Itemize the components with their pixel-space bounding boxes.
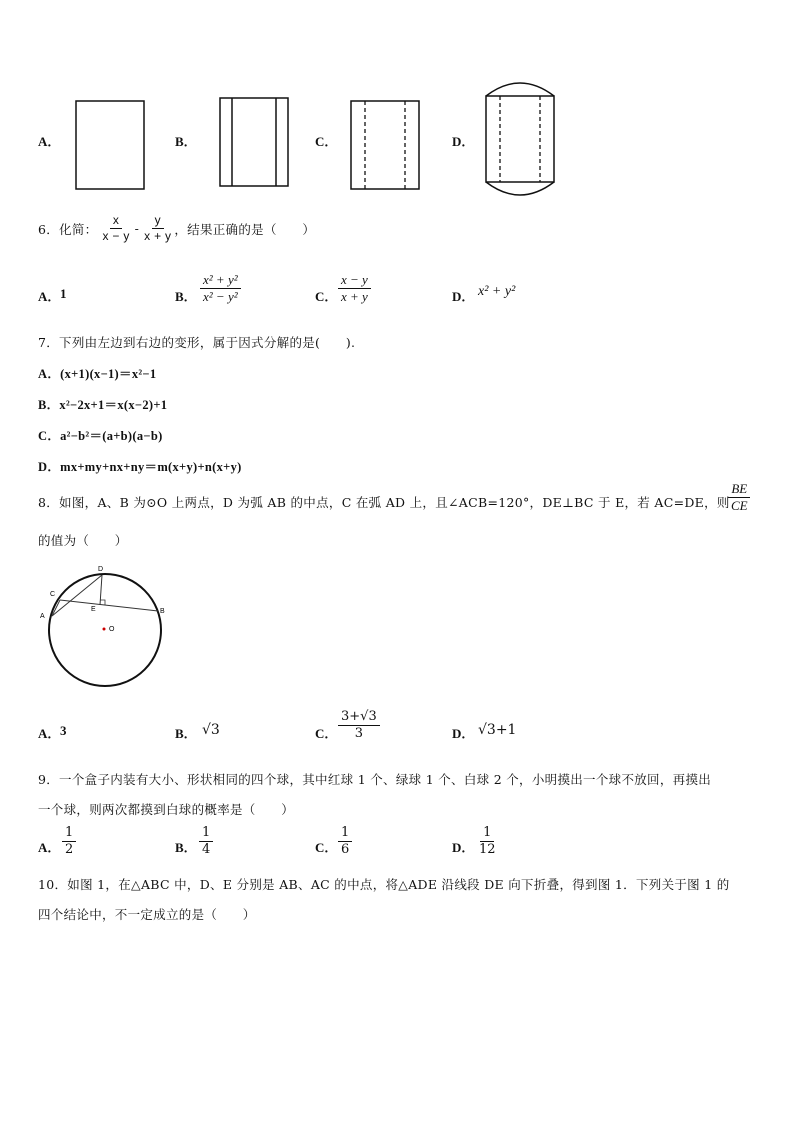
q8-option-b-label: B． — [175, 726, 197, 741]
q6-c-numerator: x − y — [338, 273, 371, 289]
q5-figure-a — [74, 99, 146, 191]
q5-option-b-label: B． — [175, 134, 197, 149]
q8-option-d-label: D． — [452, 726, 475, 741]
q6-c-denominator: x + y — [341, 289, 368, 305]
q8-stem: 8．如图，A、B 为⊙O 上两点，D 为弧 AB 的中点，C 在弧 AD 上，且∠ACB=120°，DE⊥BC 于 E，若 AC=DE，则 — [38, 495, 730, 510]
q9-stem-line-1: 9．一个盒子内装有大小、形状相同的四个球，其中红球 1 个、绿球 1 个、白球 2 个，小明摸出一个球不放回，再摸出 — [38, 772, 712, 787]
q6-f1-denominator: x − y — [102, 229, 130, 244]
q8-option-a-label: A． — [38, 726, 61, 741]
q5-figure-b — [218, 96, 290, 188]
q6-minus: - — [134, 221, 140, 237]
q6-fraction-1 — [99, 214, 132, 243]
q8-option-c-label: C． — [315, 726, 338, 741]
q5-figure-c — [349, 99, 421, 191]
q7-option-b: B．x²−2x+1＝x(x−2)+1 — [38, 398, 168, 412]
q6-suffix: ，结果正确的是（ ） — [174, 221, 316, 237]
label-e: E — [91, 606, 96, 613]
q8-circle-figure — [34, 560, 174, 690]
q6-option-c-fraction — [338, 273, 371, 305]
label-c: C — [50, 591, 56, 598]
q6-prefix: 6．化简： — [38, 221, 98, 237]
q9-option-c-fraction — [338, 826, 352, 858]
q9-option-d-fraction — [476, 826, 499, 858]
q5-option-c-label: C． — [315, 134, 338, 149]
label-d: D — [98, 566, 104, 573]
q10-stem-line-2: 四个结论中，不一定成立的是（ ） — [38, 907, 256, 922]
q9-option-a-fraction — [62, 826, 76, 858]
q9-b-numerator: 1 — [199, 826, 213, 842]
label-o: O — [109, 626, 115, 633]
q7-stem: 7．下列由左边到右边的变形，属于因式分解的是( ). — [38, 335, 356, 350]
q5-figure-d — [482, 78, 558, 200]
q6-option-b-label: B． — [175, 289, 197, 304]
q6-b-denominator: x² − y² — [203, 289, 238, 305]
q5-option-a-label: A． — [38, 134, 61, 149]
q8-ratio-fraction — [728, 482, 751, 514]
q8-ratio-numerator: BE — [728, 482, 750, 498]
q6-option-c-label: C． — [315, 289, 338, 304]
q6-option-d-label: D． — [452, 289, 475, 304]
q9-stem-line-2: 一个球，则两次都摸到白球的概率是（ ） — [38, 802, 295, 817]
q7-option-a: A．(x+1)(x−1)＝x²−1 — [38, 367, 157, 381]
q9-c-denominator: 6 — [341, 842, 350, 858]
label-b: B — [160, 608, 165, 615]
q6-f1-numerator: x — [110, 214, 122, 229]
q6-f2-numerator: y — [152, 214, 164, 229]
q6-option-b-fraction — [200, 273, 241, 305]
q9-a-denominator: 2 — [65, 842, 74, 858]
q9-c-numerator: 1 — [338, 826, 352, 842]
q7-option-d: D．mx+my+nx+ny＝m(x+y)+n(x+y) — [38, 460, 242, 474]
q8-ratio-denominator: CE — [731, 498, 748, 514]
q6-b-numerator: x² + y² — [200, 273, 241, 289]
center-point — [103, 628, 106, 631]
q6-option-a-value: 1 — [60, 286, 67, 301]
q8-option-c-fraction — [338, 710, 380, 742]
q8-option-d-value: √3+1 — [478, 722, 517, 738]
q9-b-denominator: 4 — [202, 842, 211, 858]
q9-a-numerator: 1 — [62, 826, 76, 842]
q9-option-d-label: D． — [452, 840, 475, 855]
q10-stem-line-1: 10．如图 1，在△ABC 中，D、E 分别是 AB、AC 的中点，将△ADE 沿线段 DE 向下折叠，得到图 1．下列关于图 1 的 — [38, 877, 730, 892]
q9-option-b-label: B． — [175, 840, 197, 855]
q6-option-a-label: A． — [38, 289, 61, 304]
q8-stem-continued: 的值为（ ） — [38, 533, 128, 548]
q9-option-b-fraction — [199, 826, 213, 858]
segment-de — [100, 575, 102, 605]
q8-c-denominator: 3 — [354, 726, 363, 742]
label-a: A — [40, 613, 45, 620]
q7-option-c: C．a²−b²＝(a+b)(a−b) — [38, 429, 163, 443]
q6-option-d-value: x² + y² — [478, 284, 516, 299]
q6-f2-denominator: x + y — [144, 229, 172, 244]
q9-d-numerator: 1 — [480, 826, 494, 842]
q5-option-d-label: D． — [452, 134, 475, 149]
q8-option-a-value: 3 — [60, 723, 67, 738]
q8-option-b-value: √3 — [202, 722, 220, 738]
q6-stem — [38, 214, 315, 243]
q6-fraction-2 — [141, 214, 174, 243]
segment-cb — [60, 600, 158, 611]
q9-option-a-label: A． — [38, 840, 61, 855]
q8-c-numerator: 3+√3 — [338, 710, 380, 726]
q9-option-c-label: C． — [315, 840, 338, 855]
q9-d-denominator: 12 — [479, 842, 496, 858]
